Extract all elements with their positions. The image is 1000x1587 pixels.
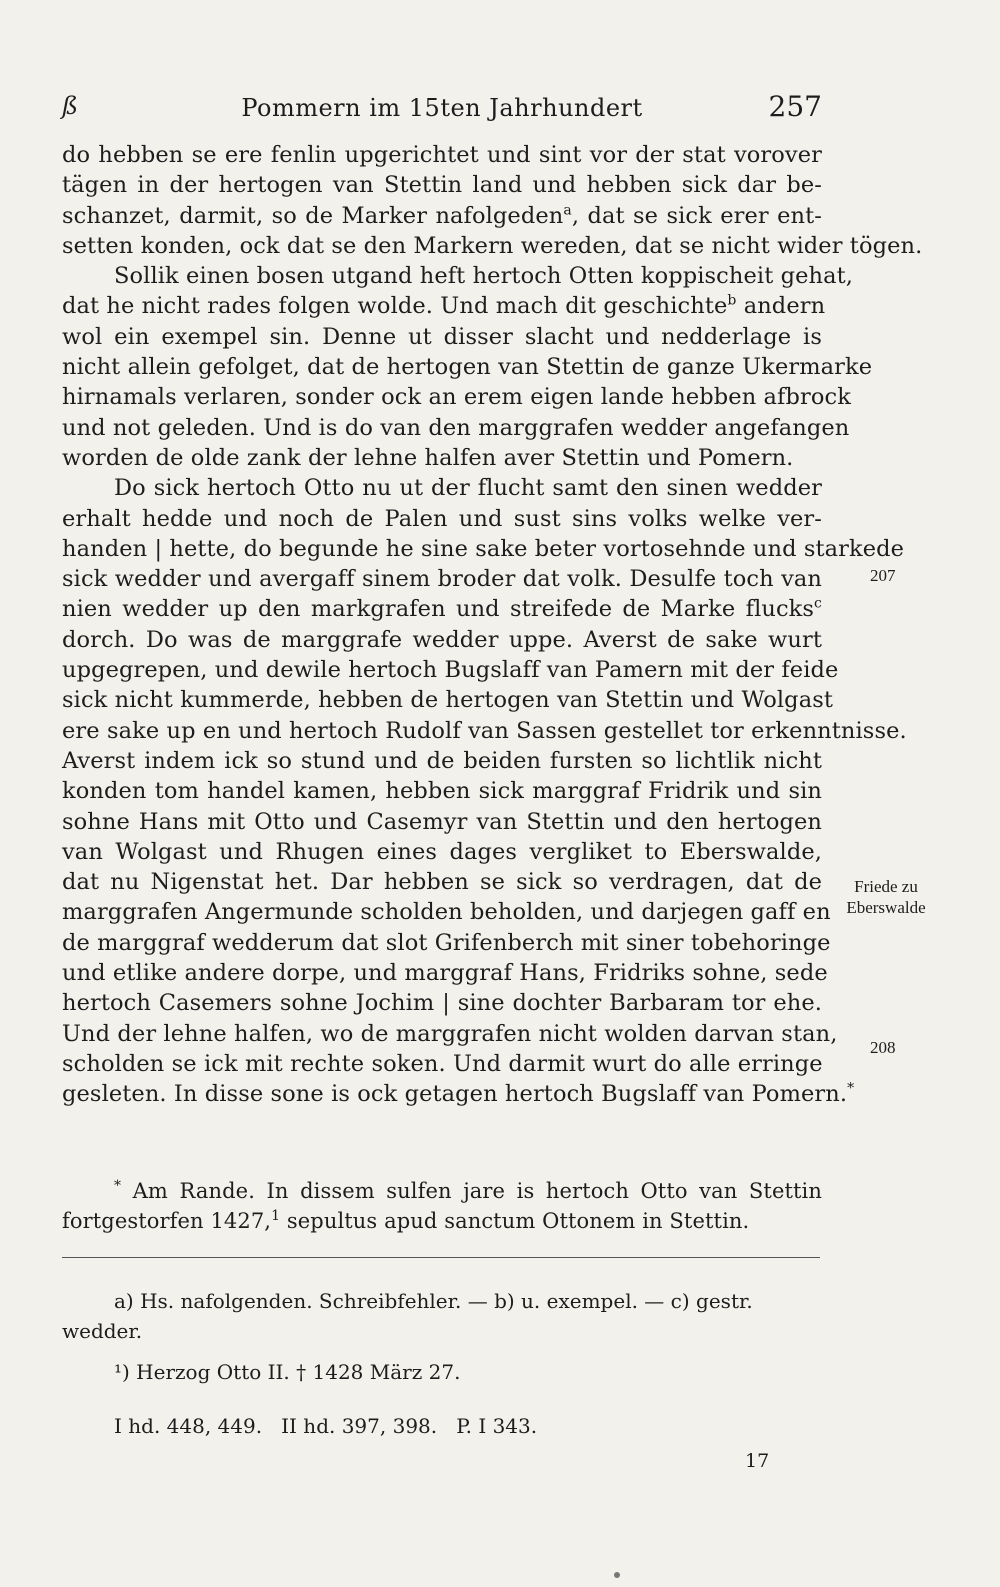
text-line: upgegrepen, und dewile hertoch Bugslaff van Pamern mit der feide (62, 657, 839, 684)
remark-latin: sepultus apud sanctum Ottonem (280, 1209, 643, 1234)
text-line: sick wedder und avergaff sinem broder dat volk. Desulfe toch van (62, 566, 822, 593)
margin-label-line: Eberswalde (846, 898, 926, 917)
note-text: Hs. nafolgenden. Schreibfehler. — (133, 1289, 495, 1313)
print-dot (614, 1572, 620, 1578)
text-line: van Wolgast und Rhugen eines dages vergliket to Eberswalde, (62, 838, 822, 865)
text-line: Do sick hertoch Otto nu ut der flucht samt den sinen wedder (114, 475, 822, 502)
remark-text: In dissem sulfen jare is hertoch Otto van Stettin (266, 1179, 823, 1203)
footnote-mark-1: 1 (271, 1208, 281, 1225)
text-line: marggrafen Angermunde scholden beholden, und darjegen gaff en (62, 899, 831, 926)
margin-label (826, 876, 946, 918)
text-line (62, 201, 822, 231)
footnote-1-mark: ¹) (114, 1360, 130, 1384)
text-line: tägen in der hertogen van Stettin land und hebben sick dar be- (62, 172, 822, 199)
text-line: do hebben se ere fenlin upgerichtet und sint vor der stat vorover (62, 142, 822, 168)
text-line: Sollik einen bosen utgand heft hertoch Otten koppischeit gehat, (114, 263, 853, 290)
text-line: de marggraf wedderum dat slot Grifenberch mit siner tobehoringe (62, 929, 831, 956)
text-line (62, 594, 822, 624)
remark-line (62, 1206, 822, 1236)
text-line-part: dat he nicht rades folgen wolde. Und mach dit geschichte (62, 293, 728, 320)
text-line: und etlike andere dorpe, und marggraf Hans, Fridriks sohne, sede (62, 960, 828, 987)
note-mark-c: c) (670, 1289, 690, 1313)
text-line: scholden se ick mit rechte soken. Und darmit wurt do alle erringe (62, 1050, 823, 1077)
text-line: nicht allein gefolget, dat de hertogen van Stettin de ganze Ukermarke (62, 354, 873, 381)
remark-star: * (114, 1178, 122, 1194)
margin-number-207: 207 (870, 566, 896, 585)
page-number: 257 (768, 90, 822, 123)
margin-remark (62, 1176, 822, 1237)
margin-label-line: Friede zu (854, 877, 918, 896)
remark-text: fortgestorfen 1427, (62, 1209, 272, 1234)
text-line: handen | hette, do begunde he sine sake beter vortosehnde und starkede (62, 535, 905, 562)
text-line: dat nu Nigenstat het. Dar hebben se sick so verdragen, dat de (62, 869, 822, 896)
text-line: und not geleden. Und is do van den marggrafen wedder angefangen (62, 414, 850, 441)
text-notes (62, 1286, 822, 1346)
sheet-number: 17 (745, 1450, 770, 1472)
text-line: sick nicht kummerde, hebben de hertogen van Stettin und Wolgast (62, 687, 833, 714)
text-line: Und der lehne halfen, wo de marggrafen nicht wolden darvan stan, (62, 1020, 838, 1047)
text-line: dorch. Do was de marggrafe wedder uppe. Averst de sake wurt (62, 626, 822, 653)
footnote-1-text: Herzog Otto II. † 1428 März 27. (129, 1360, 461, 1384)
text-line (62, 291, 826, 321)
page-header (62, 88, 822, 128)
remark-text: in Stettin. (642, 1209, 750, 1234)
text-line: konden tom handel kamen, hebben sick marggraf Fridrik und sin (62, 778, 822, 805)
remark-line (62, 1176, 822, 1206)
note-line (62, 1286, 822, 1316)
footnote-mark-c: c (814, 595, 822, 612)
text-line: hirnamals verlaren, sonder ock an erem eigen lande hebben afbrock (62, 384, 851, 411)
note-text: u. exempel. — (514, 1289, 671, 1313)
footnote-mark-b: b (727, 292, 737, 309)
text-line: worden de olde zank der lehne halfen aver Stettin und Pomern. (62, 444, 794, 471)
text-line: erhalt hedde und noch de Palen und sust sins volks welke ver- (62, 505, 822, 532)
text-line: hertoch Casemers sohne Jochim | sine dochter Barbaram tor ehe. (62, 990, 822, 1017)
source-references: I hd. 448, 449. II hd. 397, 398. P. I 343. (114, 1414, 538, 1438)
footnote-mark-a: a (563, 202, 572, 219)
footnote-rule (62, 1257, 820, 1258)
text-line-part: nien wedder up den markgrafen und streifede de Marke flucks (62, 596, 815, 623)
text-line: setten konden, ock dat se den Markern wereden, dat se nicht wider tögen. (62, 232, 923, 259)
text-line-part: andern (736, 293, 826, 320)
note-mark-b: b) (494, 1289, 515, 1313)
star-mark: * (847, 1080, 855, 1097)
note-mark-a: a) (114, 1289, 134, 1313)
remark-lead: Am Rande. (121, 1179, 267, 1203)
text-line: ere sake up en und hertoch Rudolf van Sassen gestellet tor erkenntnisse. (62, 717, 907, 744)
note-line: wedder. (62, 1319, 143, 1343)
text-line-part: schanzet, darmit, so de Marker nafolgeden (62, 202, 564, 229)
note-text: gestr. (689, 1289, 753, 1313)
text-line: Averst indem ick so stund und de beiden fursten so lichtlik nicht (62, 747, 822, 774)
footnote-1 (62, 1360, 874, 1384)
text-line-part: gesleten. In disse sone is ock getagen hertoch Bugslaff van Pomern. (62, 1081, 848, 1108)
signature-mark: ß (62, 92, 79, 120)
text-line (62, 1079, 855, 1109)
text-line: wol ein exempel sin. Denne ut disser slacht und nedderlage is (62, 323, 822, 350)
text-line-part: , dat se sick erer ent- (571, 202, 822, 229)
running-title: Pommern im 15ten Jahrhundert (241, 94, 643, 122)
text-line: sohne Hans mit Otto und Casemyr van Stettin und den hertogen (62, 808, 822, 835)
margin-number-208: 208 (870, 1038, 896, 1057)
